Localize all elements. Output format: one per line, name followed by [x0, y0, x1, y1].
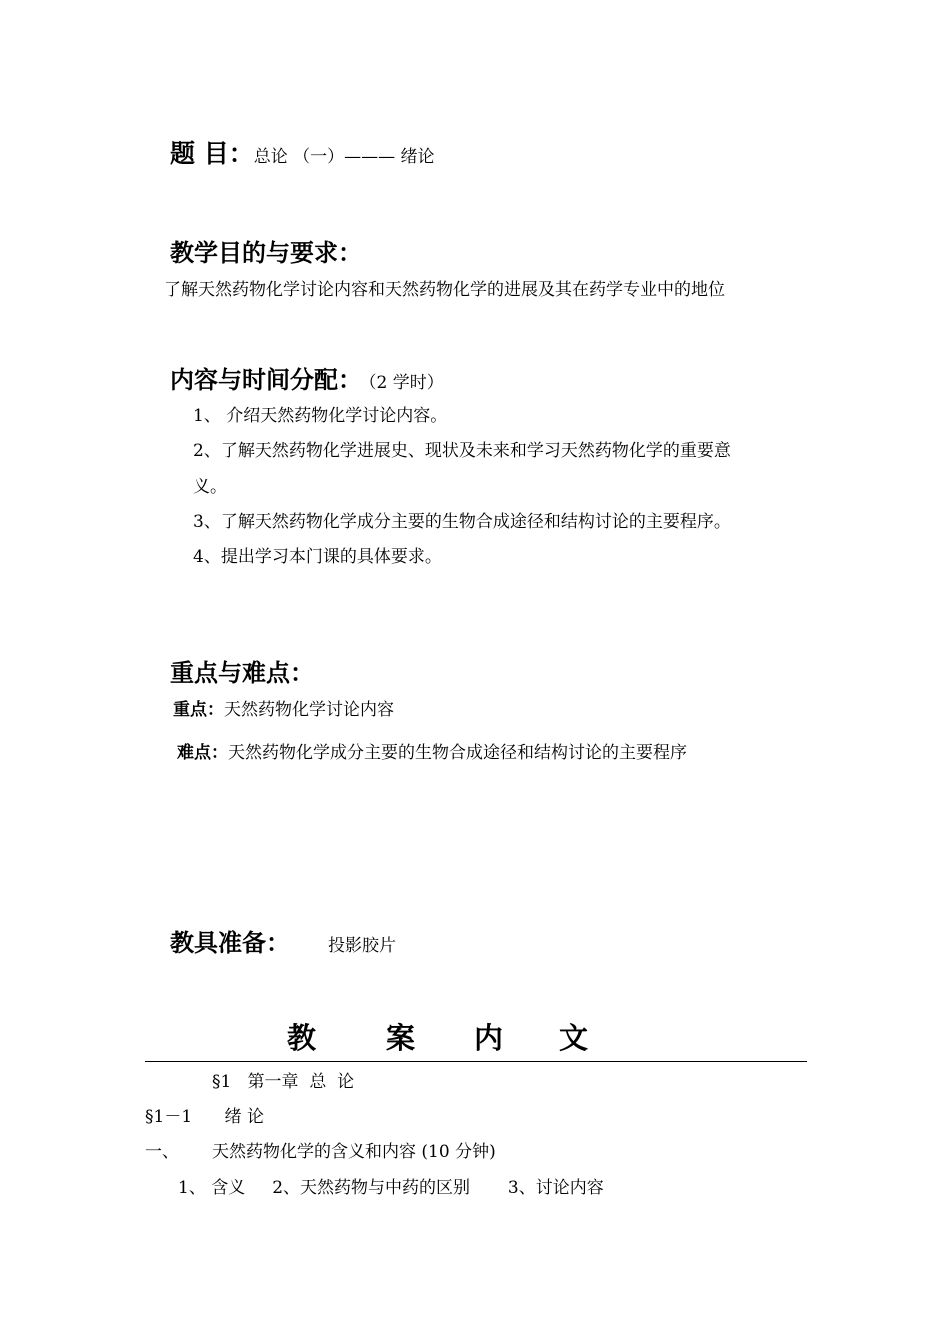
- objectives-heading: 教学目的与要求：: [170, 238, 362, 267]
- difficult-point-text: 天然药物化学成分主要的生物合成途径和结构讨论的主要程序: [228, 743, 687, 763]
- key-point-label: 重点：: [173, 700, 224, 720]
- difficult-point-label: 难点：: [177, 743, 228, 763]
- content-heading: 内容与时间分配：: [170, 365, 362, 394]
- section-heading: §1－1 绪 论: [145, 1107, 264, 1127]
- content-item-2-cont: 义。: [193, 477, 227, 497]
- title-label: 题 目：: [170, 139, 254, 168]
- banner-char-1: 教: [287, 1021, 317, 1055]
- banner-char-4: 文: [559, 1021, 589, 1055]
- tools-heading: 教具准备：: [170, 928, 290, 957]
- key-point-line: [173, 695, 394, 720]
- content-hours: （2 学时）: [368, 373, 444, 393]
- banner-char-3: 内: [474, 1021, 504, 1055]
- content-item-4: 4、提出学习本门课的具体要求。: [193, 547, 442, 567]
- tools-line: [170, 923, 396, 958]
- difficult-point-line: [177, 738, 687, 763]
- objectives-text: 了解天然药物化学讨论内容和天然药物化学的进展及其在药学专业中的地位: [164, 280, 725, 300]
- key-points-heading: 重点与难点：: [170, 658, 314, 687]
- chapter-heading: §1 第一章 总 论: [212, 1072, 355, 1092]
- banner-char-2: 案: [386, 1021, 416, 1055]
- content-item-3: 3、了解天然药物化学成分主要的生物合成途径和结构讨论的主要程序。: [193, 512, 731, 532]
- part-subitems: 1、 含义 2、天然药物与中药的区别 3、讨论内容: [178, 1178, 604, 1198]
- content-item-2: 2、了解天然药物化学进展史、现状及未来和学习天然药物化学的重要意: [193, 441, 731, 461]
- banner-rule: [145, 1061, 807, 1062]
- content-item-1: 1、 介绍天然药物化学讨论内容。: [193, 406, 448, 426]
- title-value: 总论 （一）——— 绪论: [253, 147, 435, 167]
- part-num: 一、: [145, 1142, 179, 1162]
- key-point-text: 天然药物化学讨论内容: [224, 700, 394, 720]
- part-text: 天然药物化学的含义和内容 (10 分钟): [212, 1142, 496, 1162]
- tools-value: 投影胶片: [328, 936, 396, 956]
- content-heading-line: [170, 360, 444, 395]
- title-line: [170, 134, 435, 170]
